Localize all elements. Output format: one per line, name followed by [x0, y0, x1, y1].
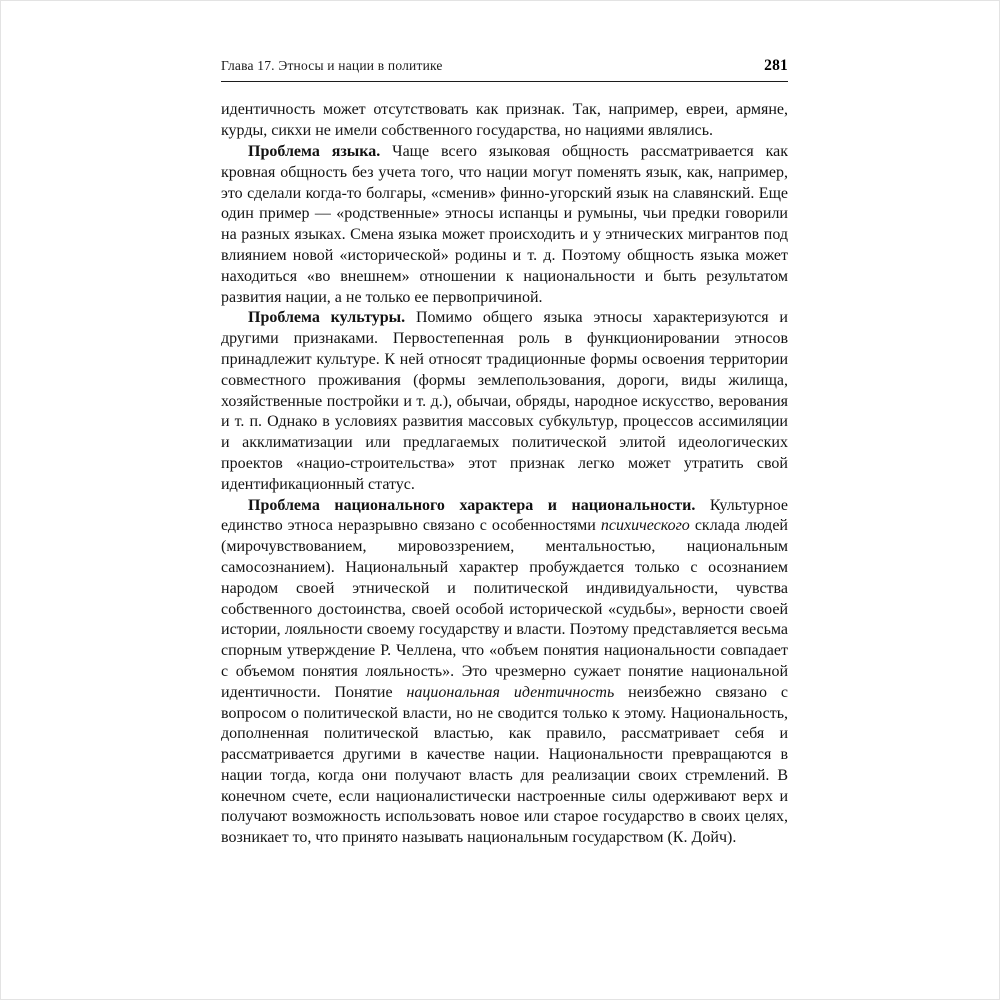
text-run: идентичность может отсутствовать как признак. Так, например, евреи, армяне, курды, сикхи не имели собственного государства, но нациями являлись. [221, 101, 788, 140]
page-header [221, 58, 788, 81]
header-rule [221, 81, 788, 82]
page-body [221, 100, 788, 849]
italic-run: национальная идентичность [406, 683, 615, 701]
page-number: 281 [764, 57, 788, 74]
text-run: Чаще всего языковая общность рассматривается как кровная общность без учета того, что нации могут поменять язык, как, например, это сделали когда-то болгары, «сменив» финно-угорский язык на славянский. Еще один пример — «родственные» этносы испанцы и румыны, чьи предки говорили на разных языках. Смена языка может происходить и у этнических мигрантов под влиянием новой «исторической» родины и т. д. Поэтому общность языка может находиться «во внешнем» отношении к национальности и быть результатом развития нации, а не только ее первопричиной. [221, 142, 789, 306]
bold-run: Проблема культуры. [248, 309, 406, 327]
paragraph [221, 496, 788, 850]
paragraph [221, 100, 788, 142]
text-run: склада людей (мирочувствованием, мировоззрением, ментальностью, национальным самосознанием). Национальный характер пробуждается только с осознанием народом своей этнической и политической индивидуальности, чувства собственного достоинства, своей особой исторической «судьбы», верности своей истории, лояльности своему государству и власти. Поэтому представляется весьма спорным утверждение Р. Челлена, что «объем понятия национальности совпадает с объемом понятия лояльность». Это чрезмерно сужает понятие национальной идентичности. Понятие [221, 517, 788, 701]
running-head-chapter: Глава 17. Этносы и нации в политике [221, 58, 443, 73]
text-run: Помимо общего языка этносы характеризуются и другими признаками. Первостепенная роль в функционировании этносов принадлежит культуре. К ней относят традиционные формы освоения территории совместного проживания (формы землепользования, дороги, виды жилища, хозяйственные постройки и т. д.), обычаи, обряды, народное искусство, верования и т. п. Однако в условиях развития массовых субкультур, процессов ассимиляции и акклиматизации или предлагаемых политической элитой идеологических проектов «нацио-строительства» этот признак легко может утратить свой идентификационный статус. [221, 309, 788, 493]
bold-run: Проблема языка. [248, 142, 381, 160]
italic-run: психического [600, 517, 690, 535]
paragraph [221, 308, 788, 495]
text-run: Культурное единство этноса неразрывно связано с особенностями [221, 496, 788, 535]
bold-run: Проблема национального характера и национальности. [248, 496, 696, 514]
text-block [221, 58, 788, 849]
paragraph [221, 142, 788, 308]
text-run: неизбежно связано с вопросом о политической власти, но не сводится только к этому. Национальность, дополненная политической властью, как правило, рассматривает себя и рассматривается другими в качестве нации. Национальности превращаются в нации тогда, когда они получают власть для реализации своих стремлений. В конечном счете, если националистически настроенные силы одерживают верх и получают возможность использовать новое или старое государство в своих целях, возникает то, что принято называть национальным государством (К. Дойч). [221, 683, 788, 847]
